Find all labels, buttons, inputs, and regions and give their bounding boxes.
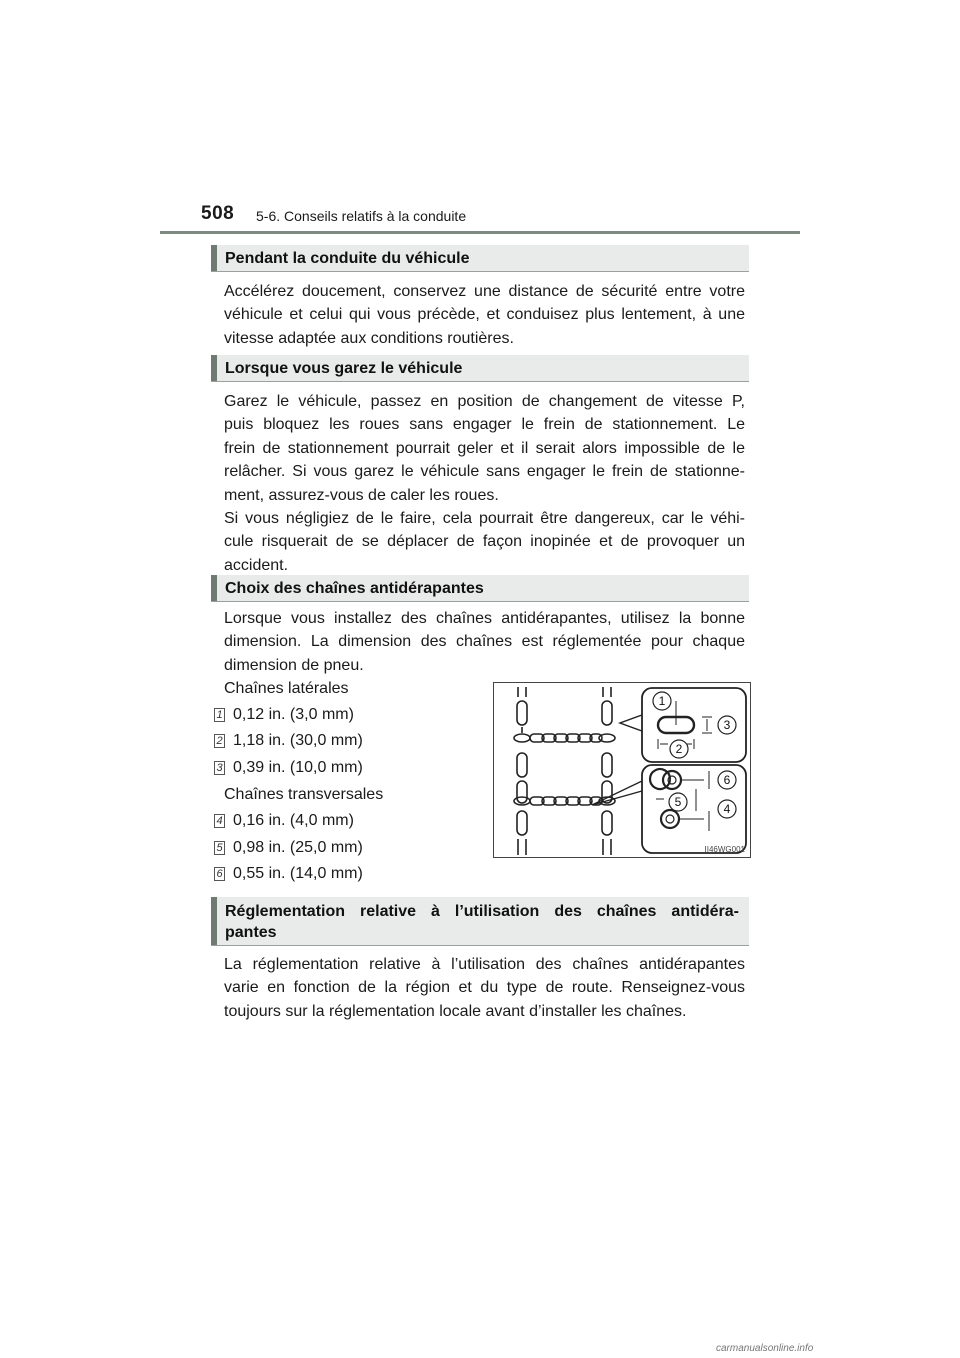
section-title-line: pantes <box>225 924 277 941</box>
measurement-value: 0,16 in. (4,0 mm) <box>233 812 354 829</box>
cross-chain-top <box>514 734 615 742</box>
section-heading-driving <box>211 245 749 272</box>
text-line: puis bloquez les roues sans engager le frein de stationnement. Le <box>224 416 745 434</box>
text-line: cule risquerait de se déplacer de façon inopinée et de provoquer un <box>224 533 745 551</box>
text-line: vitesse adaptée aux conditions routières. <box>224 329 514 347</box>
header-rule <box>160 231 800 234</box>
side-chain-item-3 <box>214 759 363 777</box>
side-chains-label: Chaînes latérales <box>224 680 349 697</box>
callout-label: 4 <box>723 802 731 816</box>
callout-number: 1 <box>214 708 225 722</box>
text-line: relâcher. Si vous garez le véhicule sans engager le frein de stationne- <box>224 463 745 481</box>
section-heading-parking <box>211 355 749 382</box>
page-number: 508 <box>201 203 235 224</box>
text-line: Garez le véhicule, passez en position de changement de vitesse P, <box>224 393 745 410</box>
side-chain-item-1 <box>214 706 354 724</box>
cross-chain-item-4 <box>214 812 354 830</box>
text-line: accident. <box>224 556 289 574</box>
measurement-value: 0,39 in. (10,0 mm) <box>233 759 363 776</box>
section-heading-regulations <box>211 897 749 946</box>
paragraph-chain-choice <box>224 607 745 677</box>
measurement-value: 0,55 in. (14,0 mm) <box>233 865 363 882</box>
cross-chain-item-5 <box>214 839 363 857</box>
callout-number: 2 <box>214 734 225 748</box>
text-line: véhicule et celui qui vous précède, et conduisez plus lentement, à une <box>224 306 745 324</box>
callout-label: 6 <box>723 773 731 787</box>
text-line: frein de stationnement pourrait geler et il serait alors impossible de le <box>224 439 745 457</box>
callout-number: 6 <box>214 867 225 881</box>
callout-number: 3 <box>214 761 225 775</box>
callout-label: 3 <box>723 718 731 732</box>
figure-code: II46WG001 <box>704 845 745 854</box>
text-line: dimension. La dimension des chaînes est réglementée pour chaque <box>224 633 745 651</box>
section-title: Pendant la conduite du véhicule <box>225 250 470 267</box>
section-heading-chain-choice <box>211 575 749 602</box>
text-line: toujours sur la réglementation locale avant d’installer les chaînes. <box>224 1002 687 1020</box>
section-title-line: Réglementation relative à l’utilisation des chaînes antidéra- <box>225 903 739 920</box>
side-chain-item-2 <box>214 732 363 750</box>
section-title <box>211 897 749 943</box>
section-title: Lorsque vous garez le véhicule <box>225 360 463 377</box>
text-line: La réglementation relative à l’utilisation des chaînes antidérapantes <box>224 956 745 973</box>
callout-label: 2 <box>675 742 683 756</box>
left-side-chain <box>517 687 527 855</box>
chain-illustration <box>494 683 750 857</box>
watermark: carmanualsonline.info <box>716 1343 814 1354</box>
measurement-value: 0,98 in. (25,0 mm) <box>233 839 363 856</box>
text-line: varie en fonction de la région et du type de route. Renseignez-vous <box>224 979 745 997</box>
cross-chains-label: Chaînes transversales <box>224 786 384 803</box>
cross-chain-item-6 <box>214 865 363 883</box>
running-head: 5-6. Conseils relatifs à la conduite <box>256 208 467 224</box>
paragraph-parking <box>224 390 745 577</box>
callout-label: 5 <box>674 795 682 809</box>
text-line: ment, assurez-vous de caler les roues. <box>224 486 499 504</box>
paragraph-driving <box>224 280 745 350</box>
measurement-value: 1,18 in. (30,0 mm) <box>233 732 363 749</box>
text-line: Si vous négligiez de le faire, cela pourrait être dangereux, car le véhi- <box>224 510 745 528</box>
callout-number: 4 <box>214 814 225 828</box>
paragraph-regulations <box>224 953 745 1023</box>
text-line: dimension de pneu. <box>224 656 364 674</box>
section-title: Choix des chaînes antidérapantes <box>225 580 484 597</box>
callout-label: 1 <box>658 694 666 708</box>
text-line: Accélérez doucement, conservez une distance de sécurité entre votre <box>224 283 745 300</box>
measurement-value: 0,12 in. (3,0 mm) <box>233 706 354 723</box>
chain-dimensions-figure <box>493 682 751 858</box>
text-line: Lorsque vous installez des chaînes antidérapantes, utilisez la bonne <box>224 610 745 627</box>
callout-number: 5 <box>214 841 225 855</box>
right-side-chain <box>602 687 612 855</box>
